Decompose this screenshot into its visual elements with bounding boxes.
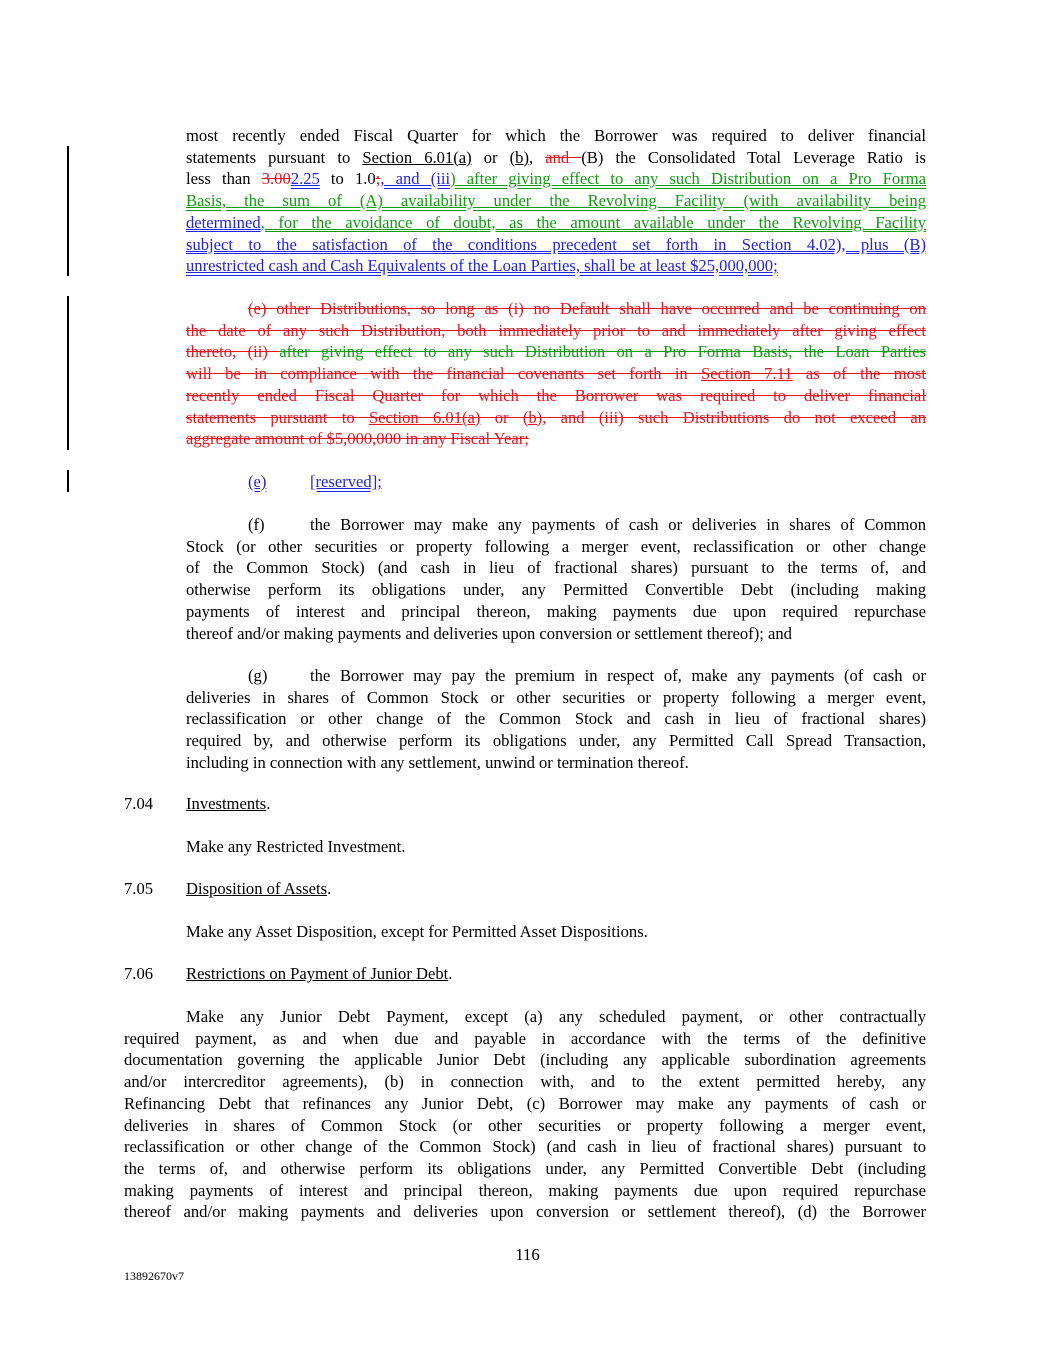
text-line: unrestricted cash and Cash Equivalents of the Loan Parties, shall be at least $25,000,000; [186,256,778,276]
text-line: payments of interest and principal thereon, making payments due upon required repurchase [186,601,926,621]
text-line: the terms of, and otherwise perform its obligations under, any Permitted Convertible Debt (including [124,1158,926,1178]
text-line: Stock (or other securities or property following a merger event, reclassification or other change [186,536,926,556]
section-title: Investments. [186,794,271,813]
paragraph-e-reserved [186,471,926,493]
text-line: Basis, the sum of (A) availability under the Revolving Facility (with availability being [186,191,926,211]
section-heading-7-05 [0,879,1055,901]
text-line: (f) the Borrower may make any payments of cash or deliveries in shares of Common [248,515,926,534]
text-line: Make any Restricted Investment. [186,837,406,856]
text-line: and/or intercreditor agreements), (b) in connection with, and to the extent permitted hereby, any [124,1072,926,1092]
text-line: Make any Asset Disposition, except for Permitted Asset Dispositions. [186,922,648,941]
text-line: less than 3.002.25 to 1.0;, and (iii) after giving effect to any such Distribution on a Pro Forma [186,169,927,189]
text-line: determined, for the avoidance of doubt, as the amount available under the Revolving Facility [186,212,926,232]
section-body [186,836,926,858]
paragraph-e-deleted [186,298,926,450]
paragraph-g [186,665,926,774]
text-line: (e) other Distributions, so long as (i) no Default shall have occurred and be continuing on [248,299,926,318]
text-line: subject to the satisfaction of the conditions precedent set forth in Section 4.02), plus (B) [186,234,926,254]
text-line: required by, and otherwise perform its obligations under, any Permitted Call Spread Transaction, [186,731,926,751]
text-line: most recently ended Fiscal Quarter for which the Borrower was required to deliver financial [186,126,926,145]
text-line: aggregate amount of $5,000,000 in any Fiscal Year; [186,429,529,449]
text-line: otherwise perform its obligations under, any Permitted Convertible Debt (including making [186,580,926,600]
change-bar [67,296,69,450]
text-line: statements pursuant to Section 6.01(a) or (b), and (B) the Consolidated Total Leverage Ratio is [186,147,927,167]
section-number: 7.04 [124,794,154,813]
text-line: thereof and/or making payments and deliveries upon conversion or settlement thereof), (d) the Borrower [124,1202,926,1222]
section-heading-7-04 [0,794,1055,816]
text-line: the date of any such Distribution, both immediately prior to and immediately after giving effect [186,320,926,340]
section-number: 7.05 [124,879,154,898]
text-line: Make any Junior Debt Payment, except (a) any scheduled payment, or other contractually [186,1007,926,1026]
paragraph-f [186,514,926,644]
section-body [124,1006,926,1223]
text-line: thereto, (ii) after giving effect to any such Distribution on a Pro Forma Basis, the Loan Parties [186,342,926,362]
section-title: Restrictions on Payment of Junior Debt. [186,964,453,983]
text-line: deliveries in shares of Common Stock or other securities or property following a merger event, [186,687,926,707]
text-line: thereof and/or making payments and deliveries upon conversion or settlement thereof); and [186,623,792,643]
paragraph-d-continued [186,125,926,277]
change-bar [67,146,69,276]
text-line: required payment, as and when due and payable in accordance with the terms of the definitive [124,1028,926,1048]
change-bar [67,470,69,492]
text-line: deliveries in shares of Common Stock (or other securities or property following a merger event, [124,1115,926,1135]
text-line: Refinancing Debt that refinances any Junior Debt, (c) Borrower may make any payments of cash or [124,1093,926,1113]
text-line: recently ended Fiscal Quarter for which the Borrower was required to deliver financial [186,385,926,405]
section-number: 7.06 [124,964,154,983]
text-line: documentation governing the applicable Junior Debt (including any applicable subordination agreements [124,1050,926,1070]
text-line: reclassification or other change of the Common Stock) (and cash in lieu of fractional shares) pursuant to [124,1137,926,1157]
page-number: 116 [515,1245,540,1264]
text-line: including in connection with any settlement, unwind or termination thereof. [186,752,689,772]
text-line: (g) the Borrower may pay the premium in respect of, make any payments (of cash or [248,666,926,685]
text-line: statements pursuant to Section 6.01(a) or (b), and (iii) such Distributions do not exceed an [186,407,927,427]
text-line: will be in compliance with the financial covenants set forth in Section 7.11 as of the most [186,364,926,384]
section-body [186,921,926,943]
section-heading-7-06 [0,964,1055,986]
text-line: reclassification or other change of the Common Stock and cash in lieu of fractional shares) [186,709,926,729]
text-line: making payments of interest and principal thereon, making payments due upon required repurchase [124,1180,926,1200]
section-title: Disposition of Assets. [186,879,332,898]
text-line: of the Common Stock) (and cash in lieu of fractional shares) pursuant to the terms of, and [186,558,926,578]
document-id: 13892670v7 [124,1269,184,1283]
text-line: (e) [reserved]; [248,472,382,491]
